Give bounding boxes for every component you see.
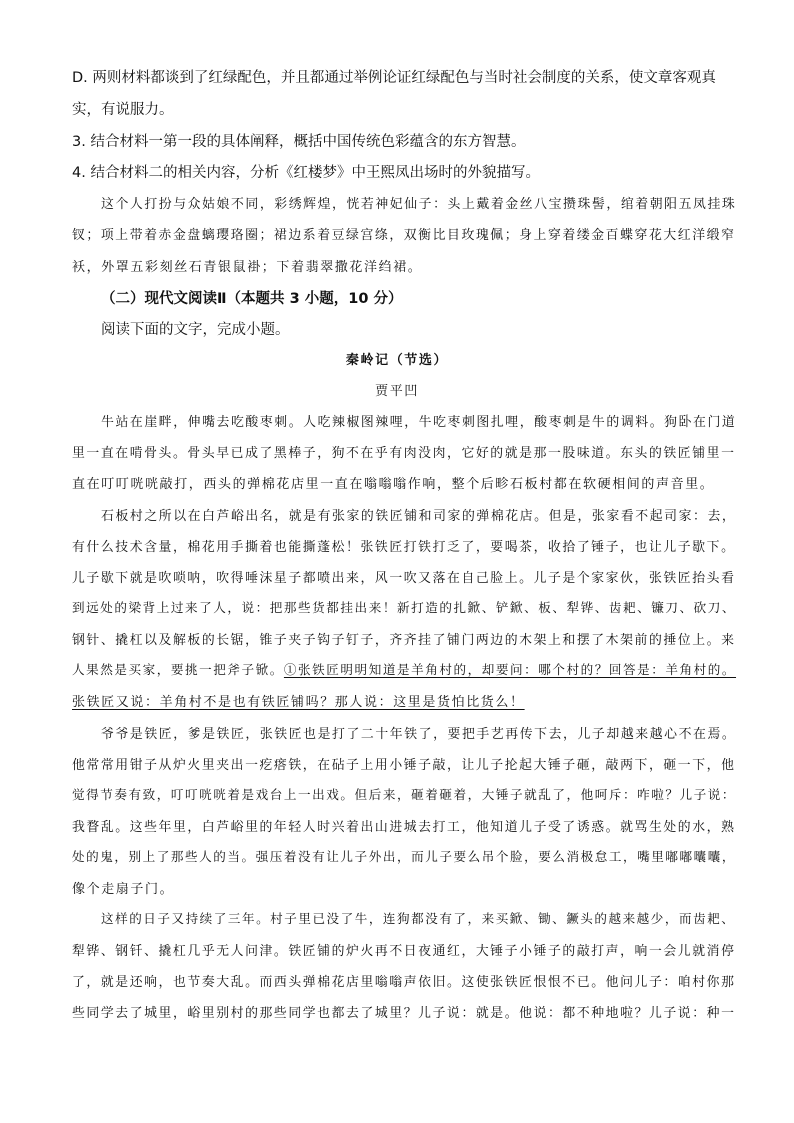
- section-heading: （二）现代文阅读Ⅱ（本题共 3 小题，10 分）: [101, 291, 403, 307]
- p1-line-2: 里一直在啃骨头。骨头早已成了黑棒子，狗不在乎有肉没肉，它好的就是那一股味道。东头的铁匠铺里一: [72, 446, 736, 461]
- p4-line-2: 犁铧、钢钎、撬杠几乎无人问津。铁匠铺的炉火再不日夜通红，大锤子小锤子的敲打声，响一会儿就消停: [72, 944, 736, 959]
- p2-line-6: [72, 660, 736, 678]
- p3-line-1: 爷爷是铁匠，爹是铁匠，张铁匠也是打了二十年铁了，要把手艺再传下去，儿子却越来越心不在焉。: [101, 727, 737, 742]
- excerpt-line-1: 这个人打扮与众姑娘不同，彩绣辉煌，恍若神妃仙子：头上戴着金丝八宝攒珠髻，绾着朝阳五凤挂珠: [101, 197, 737, 212]
- p4-line-4: 些同学去了城里，峪里别村的那些同学也都去了城里？儿子说：就是。他说：都不种地啦？儿子说：种一: [72, 1006, 736, 1021]
- section-instruction: 阅读下面的文字，完成小题。: [101, 322, 290, 338]
- excerpt-line-2: 钗；项上带着赤金盘螭璎珞圈；裙边系着豆绿宫绦，双衡比目玫瑰佩；身上穿着缕金百蝶穿花大红洋缎窄: [72, 228, 736, 243]
- p2-line-3: 儿子歇下就是吹唢呐，吹得唾沫星子都喷出来，风一吹又落在自己脸上。儿子是个家家伙，张铁匠抬头看: [72, 571, 736, 586]
- p3-line-6: 像个走扇子门。: [72, 882, 175, 897]
- p2-line-4: 到远处的梁背上过来了人，说：把那些货都挂出来！新打造的扎鍁、铲鍁、板、犁铧、齿耙、镰刀、砍刀、: [72, 600, 737, 615]
- option-d-line-2: 实，有说服力。: [72, 102, 174, 118]
- p1-line-3: 直在叮叮咣咣敲打，西头的弹棉花店里一直在嗡嗡嗡作响，整个后畛石板村都在软硬相间的声音里。: [72, 477, 715, 492]
- underlined-sentence-2: 张铁匠又说：羊角村不是也有铁匠铺吗？那人说：这里是货怕比货么！: [72, 695, 525, 710]
- p2-line-5: 钢针、撬杠以及解板的长锯，锥子夹子钩子钉子，齐齐挂了铺门两边的木架上和摆了木架前的捶位上。来: [72, 633, 736, 648]
- p4-line-3: 了，就是还响，也节奏大乱。而西头弹棉花店里嗡嗡声依旧。这使张铁匠恨恨不已。他问儿子：咱村你那: [72, 975, 736, 990]
- option-d-line-1: D. 两则材料都谈到了红绿配色，并且都通过举例论证红绿配色与当时社会制度的关系，使文章客观真: [72, 70, 716, 86]
- p4-line-1: 这样的日子又持续了三年。村子里已没了牛，连狗都没有了，来买鍁、锄、鐝头的越来越少，而齿耙、: [101, 911, 736, 926]
- story-title: 秦岭记（节选）: [345, 353, 449, 368]
- p1-line-1: 牛站在崖畔，伸嘴去吃酸枣刺。人吃辣椒图辣哩，牛吃枣刺图扎哩，酸枣刺是牛的调料。狗卧在门道: [101, 415, 737, 430]
- p3-line-3: 觉得节奏有致，叮叮咣咣着是戏台上一出戏。但后来，砸着砸着，大锤子就乱了，他呵斥：咋啦？儿子说：: [72, 787, 737, 802]
- p2-line-1: 石板村之所以在白芦峪出名，就是有张家的铁匠铺和司家的弹棉花店。但是，张家看不起司家：去，: [101, 509, 737, 524]
- story-author: 贾平凹: [375, 384, 419, 399]
- question-3: 3. 结合材料一第一段的具体阐释，概括中国传统色彩蕴含的东方智慧。: [72, 134, 526, 150]
- excerpt-line-3: 袄，外罩五彩刻丝石青银鼠褂；下着翡翠撒花洋绉裙。: [72, 260, 423, 275]
- p3-line-2: 他常常用钳子从炉火里夹出一疙瘩铁，在砧子上用小锤子敲，让儿子抡起大锤子砸，敲两下，砸一下，他: [72, 758, 736, 773]
- underlined-sentence-1: ①张铁匠明明知道是羊角村的，却要问：哪个村的？回答是：羊角村的。: [283, 662, 737, 677]
- p2-line-2: 有什么技术含量，棉花用手撕着也能撕蓬松！张铁匠打铁打乏了，要喝茶，收拾了锤子，也让儿子歇下。: [72, 540, 736, 555]
- p3-line-4: 我瞀乱。这些年里，白芦峪里的年轻人时兴着出山进城去打工，他知道儿子受了诱惑。就骂生处的水，熟: [72, 820, 736, 835]
- p3-line-5: 处的鬼，别上了那些人的当。强压着没有让儿子外出，而儿子要么吊个脸，要么消极怠工，嘴里嘟嘟囔囔，: [72, 849, 737, 864]
- question-4: 4. 结合材料二的相关内容，分析《红楼梦》中王熙凤出场时的外貌描写。: [72, 165, 540, 181]
- p2-plain-lead: 人果然是买家，要挑一把斧子锨。: [72, 662, 284, 677]
